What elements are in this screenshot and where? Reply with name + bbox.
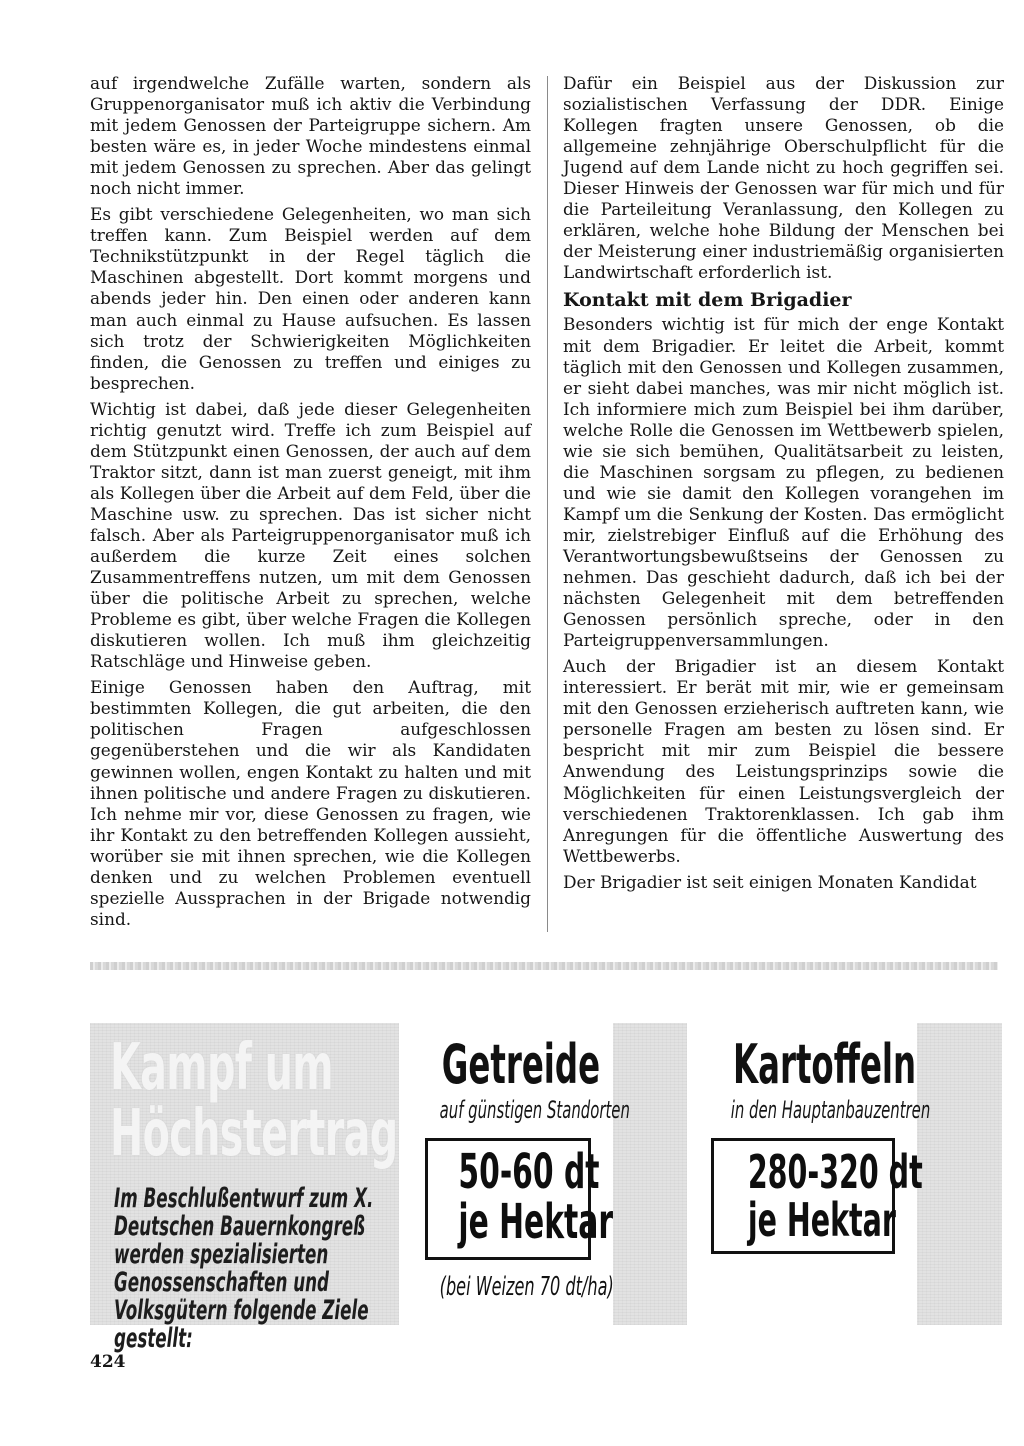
potato-panel: [687, 1023, 931, 1325]
paragraph: Es gibt verschiedene Gelegenheiten, wo man sich treffen kann. Zum Beispiel werden auf dem Technikstützpunkt in der Regel täglich die Maschinen abgestellt. Dort kommt morgens und abends jeder hin. Den einen oder anderen kann man auch einmal zu Hause aufsuchen. Es lassen sich trotz der Schwierigkeiten Möglichkeiten finden, die Genossen zu treffen und einiges zu besprechen.: [90, 204, 531, 393]
paragraph: auf irgendwelche Zufälle warten, sondern als Gruppenorganisator muß ich aktiv die Verbindung mit jedem Genossen der Parteigruppe sichern. Am besten wäre es, in jeder Woche mindestens einmal mit jedem Genossen zu sprechen. Aber das gelingt noch nicht immer.: [90, 73, 531, 199]
grain-title: Getreide: [441, 1033, 601, 1096]
poster-banner: [90, 1023, 1002, 1354]
left-column: [90, 73, 531, 935]
section-heading: Kontakt mit dem Brigadier: [563, 289, 852, 312]
grain-yield: 50-60 dt: [458, 1144, 600, 1200]
grain-subtitle: auf günstigen Standorten: [439, 1096, 630, 1124]
paragraph: Auch der Brigadier ist an diesem Kontakt interessiert. Er berät mit mir, wie er gemeinsam mit den Genossen erzieherisch auftreten kann, wie personelle Fragen am besten zu lösen sind. Er bespricht mit mir zum Beispiel die bessere Anwendung des Leistungsprinzips sowie die Möglichkeiten für einen Leistungsvergleich der verschiedenen Traktorenklassen. Ich gab ihm Anregungen für die öffentliche Auswertung des Wettbewerbs.: [563, 656, 1004, 866]
poster-slogan: [110, 1031, 398, 1171]
paragraph: Wichtig ist dabei, daß jede dieser Gelegenheiten richtig genutzt wird. Treffe ich zum Beispiel auf dem Stützpunkt einen Genossen, der auch auf dem Traktor sitzt, dann ist man zuerst geneigt, mit ihm als Kollegen über die Arbeit auf dem Feld, über die Maschine usw. zu sprechen. Das ist sicher nicht falsch. Aber als Parteigruppenorganisator muß ich außerdem die kurze Zeit eines solchen Zusammentreffens nutzen, um mit dem Genossen über die politische Arbeit zu sprechen, welche Probleme es gibt, über welche Fragen die Kollegen diskutieren wollen. Ich muß ihm gleichzeitig Ratschläge und Hinweise geben.: [90, 398, 531, 672]
grain-panel: [399, 1023, 630, 1325]
paragraph: Besonders wichtig ist für mich der enge Kontakt mit dem Brigadier. Er leitet die Arbeit, kommt täglich mit den Genossen und Kollegen zusammen, er sieht dabei manches, was mir nicht möglich ist. Ich informiere mich zum Beispiel bei ihm darüber, welche Rolle die Genossen im Wettbewerb spielen, wie sie sich bemühen, Qualitätsarbeit zu leisten, die Maschinen sorgsam zu pflegen, zu bedienen und wie sie damit den Kollegen vorangehen im Kampf um die Senkung der Kosten. Das ermöglicht mir, zielstrebiger Einfluß auf die Erhöhung des Verantwortungsbewußtseins der Genossen zu nehmen. Das geschieht dadurch, daß ich bei der nächsten Gelegenheit mit dem betreffenden Genossen persönlich spreche, oder in den Parteigruppenversammlungen.: [563, 314, 1004, 651]
decorative-divider: [90, 962, 998, 970]
page-number: 424: [90, 1352, 126, 1372]
right-column: [563, 73, 1004, 898]
paragraph: Dafür ein Beispiel aus der Diskussion zur sozialistischen Verfassung der DDR. Einige Kollegen fragten unsere Genossen, ob die allgemeine zehnjährige Oberschulpflicht für die Jugend auf dem Lande nicht zu hoch gegriffen sei. Dieser Hinweis der Genossen war für mich und für die Parteileitung Veranlassung, den Kollegen zu erklären, welche hohe Bildung der Menschen bei der Meisterung einer industriemäßig organisierten Landwirtschaft erforderlich ist.: [563, 73, 1004, 283]
potato-subtitle: in den Hauptanbauzentren: [730, 1096, 931, 1124]
grain-yield-unit: je Hektar: [458, 1194, 614, 1250]
potato-title: Kartoffeln: [733, 1033, 917, 1096]
slogan-line: Höchstertrag: [110, 1097, 398, 1171]
slogan-line: Kampf um: [110, 1031, 333, 1105]
decision-text: Im Beschlußentwurf zum X. Deutschen Bauernkongreß werden spezialisierten Genossenschaften und Volksgütern folgende Ziele gestellt:: [114, 1183, 374, 1354]
grain-note: (bei Weizen 70 dt/ha): [439, 1272, 614, 1302]
column-divider: [547, 76, 548, 932]
paragraph: Der Brigadier ist seit einigen Monaten Kandidat: [563, 871, 977, 892]
potato-yield-box: [711, 1138, 923, 1254]
potato-yield-unit: je Hektar: [747, 1193, 896, 1247]
grain-yield-box: [425, 1138, 614, 1260]
potato-yield: 280-320 dt: [747, 1145, 923, 1199]
poster-left-section: [90, 1023, 398, 1354]
paragraph: Einige Genossen haben den Auftrag, mit bestimmten Kollegen, die gut arbeiten, die den politischen Fragen aufgeschlossen gegenüberstehen und die wir als Kandidaten gewinnen wollen, engen Kontakt zu halten und mit ihnen politische und andere Fragen zu diskutieren. Ich nehme mir vor, diese Genossen zu fragen, wie ihr Kontakt zu den betreffenden Kollegen aussieht, worüber sie mit ihnen sprechen, wie die Kollegen denken und zu welchen Problemen eventuell spezielle Aussprachen in der Brigade notwendig sind.: [90, 677, 531, 929]
